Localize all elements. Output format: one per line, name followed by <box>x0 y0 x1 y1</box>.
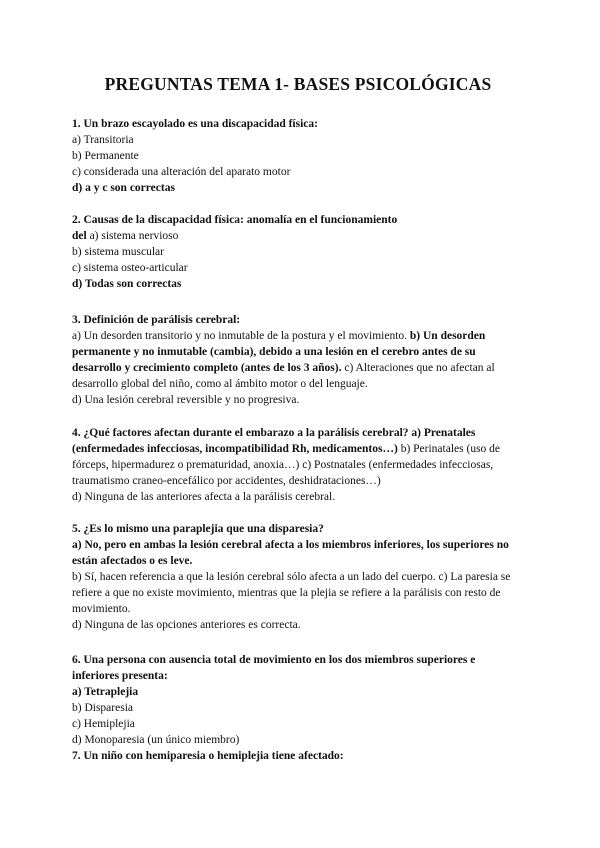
question-4-option-a-correct: a) Prenatales (enfermedades infecciosas, incompatibilidad Rh, medicamentos…) <box>72 427 476 455</box>
question-1 <box>72 116 524 196</box>
question-6-option-a-correct: a) Tetraplejia <box>72 686 139 698</box>
question-2-option-d-correct: d) Todas son correctas <box>72 278 182 290</box>
question-5-option-d: d) Ninguna de las opciones anteriores es correcta. <box>72 619 301 631</box>
question-4 <box>72 425 524 505</box>
question-1-option-a: a) Transitoria <box>72 134 134 146</box>
question-5-option-a-correct: a) No, pero en ambas la lesión cerebral afecta a los miembros inferiores, los superiores no están afectados o es leve. <box>72 539 509 567</box>
question-5-option-b: b) Sí, hacen referencia a que la lesión cerebral sólo afecta a un lado del cuerpo. <box>72 571 436 583</box>
question-6-option-d: d) Monoparesia (un único miembro) <box>72 734 240 746</box>
question-2 <box>72 212 524 292</box>
question-6 <box>72 652 524 764</box>
question-3-text: 3. Definición de parálisis cerebral: <box>72 314 241 326</box>
question-1-option-c: c) considerada una alteración del aparato motor <box>72 166 291 178</box>
question-2-option-a: a) sistema nervioso <box>86 230 179 242</box>
question-2-text-cont: del <box>72 230 87 242</box>
question-2-text: 2. Causas de la discapacidad física: anomalía en el funcionamiento <box>72 214 398 226</box>
question-3-option-d: d) Una lesión cerebral reversible y no progresiva. <box>72 394 300 406</box>
page-title: PREGUNTAS TEMA 1- BASES PSICOLÓGICAS <box>104 74 492 94</box>
question-4-text: 4. ¿Qué factores afectan durante el embarazo a la parálisis cerebral? <box>72 427 412 439</box>
question-4-option-d: d) Ninguna de las anteriores afecta a la parálisis cerebral. <box>72 491 336 503</box>
question-2-option-c: c) sistema osteo-articular <box>72 262 188 274</box>
question-7-text: 7. Un niño con hemiparesia o hemiplejia tiene afectado: <box>72 750 344 762</box>
question-6-option-c: c) Hemiplejia <box>72 718 135 730</box>
question-6-option-b: b) Disparesia <box>72 702 133 714</box>
question-6-text: 6. Una persona con ausencia total de movimiento en los dos miembros superiores e inferiores presenta: <box>72 654 476 682</box>
question-5-text: 5. ¿Es lo mismo una paraplejia que una disparesia? <box>72 523 324 535</box>
question-5 <box>72 521 524 633</box>
question-4-option-c: c) Postnatales (enfermedades infecciosas, traumatismo craneo-encefálico por accidentes, deshidrataciones…) <box>72 459 494 487</box>
question-1-option-d-correct: d) a y c son correctas <box>72 182 175 194</box>
question-3 <box>72 312 524 408</box>
question-2-option-b: b) sistema muscular <box>72 246 164 258</box>
question-1-option-b: b) Permanente <box>72 150 139 162</box>
question-1-text: 1. Un brazo escayolado es una discapacidad física: <box>72 118 318 130</box>
question-4-option-b: b) Perinatales (uso de fórceps, hipermadurez o prematuridad, anoxia…) <box>72 443 501 471</box>
question-5-option-c: c) La paresia se refiere a que no existe movimiento, mientras que la plejia se refiere a la parálisis con resto de movimiento. <box>72 571 511 615</box>
question-3-option-c: c) Alteraciones que no afectan al desarrollo global del niño, como al ámbito motor o del lenguaje. <box>72 362 495 390</box>
question-3-option-a: a) Un desorden transitorio y no inmutable de la postura y el movimiento. <box>72 330 410 342</box>
question-3-option-b-correct: b) Un desorden permanente y no inmutable (cambia), debido a una lesión en el cerebro antes de su desarrollo y crecimiento completo (antes de los 3 años). <box>72 330 486 374</box>
